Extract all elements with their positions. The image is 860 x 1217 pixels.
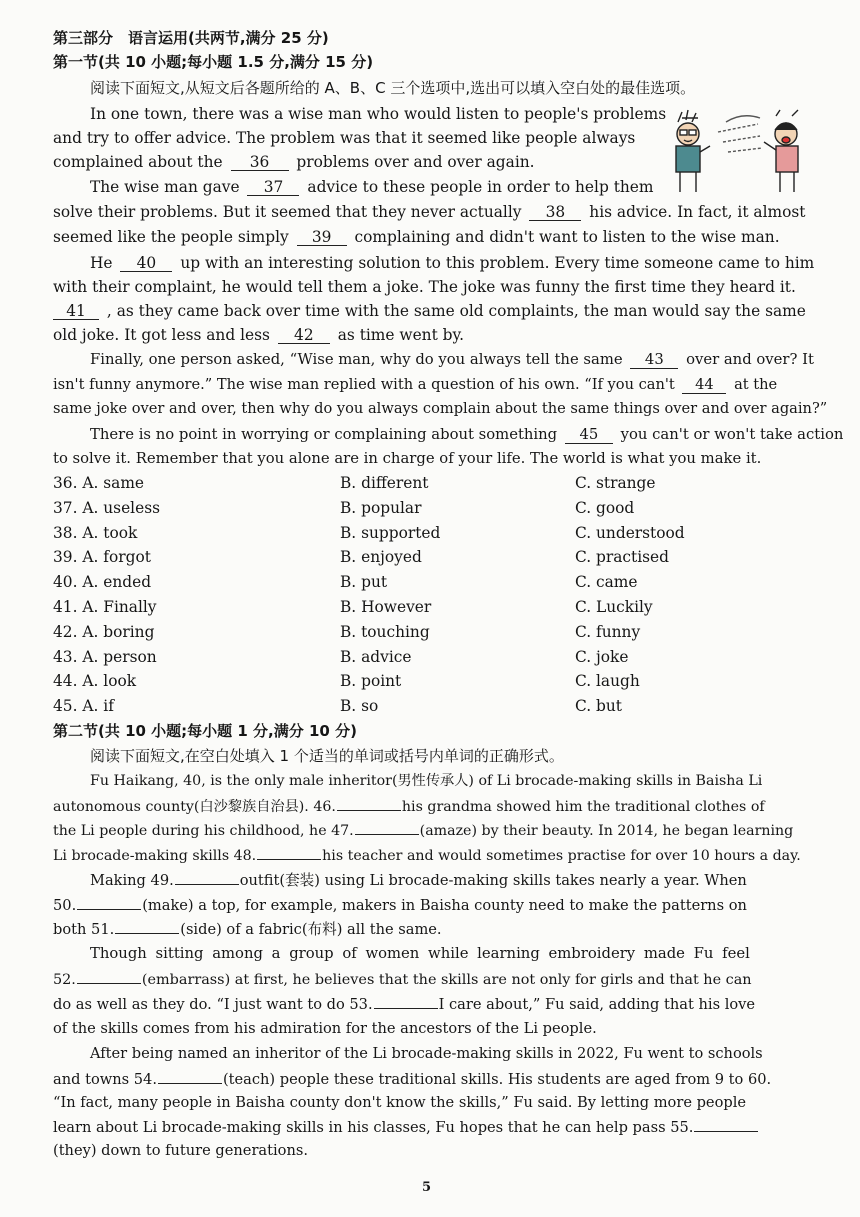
- section1-instruction: 阅读下面短文,从短文后各题所给的 A、B、C 三个选项中,选出可以填入空白处的最佳选项。: [90, 79, 696, 97]
- passage-line: same joke over and over, then why do you always complain about the same things over and over again?”: [53, 400, 828, 417]
- option-a[interactable]: 43. A. person: [53, 648, 157, 666]
- blank-45[interactable]: 45: [565, 427, 613, 444]
- passage-line: learn about Li brocade-making skills in his classes, Fu hopes that he can help pass 55.: [53, 1117, 759, 1138]
- option-c[interactable]: C. good: [575, 499, 635, 517]
- passage-line: complained about the 36 problems over and over again.: [53, 153, 535, 171]
- part-title: 第三部分 语言运用(共两节,满分 25 分): [53, 29, 329, 47]
- section1-title: 第一节(共 10 小题;每小题 1.5 分,满分 15 分): [53, 53, 374, 71]
- blank-39[interactable]: 39: [297, 229, 347, 246]
- blank-37[interactable]: 37: [247, 179, 299, 196]
- option-b[interactable]: B. different: [340, 474, 429, 492]
- passage-line: autonomous county(白沙黎族自治县). 46. his grandma showed him the traditional clothes of: [53, 796, 765, 817]
- passage-line: of the skills comes from his admiration for the ancestors of the Li people.: [53, 1020, 597, 1037]
- passage-line: Making 49. outfit(套装) using Li brocade-making skills takes nearly a year. When: [90, 872, 747, 889]
- passage-line: “In fact, many people in Baisha county don't know the skills,” Fu said. By letting more people: [53, 1094, 747, 1111]
- passage-line: to solve it. Remember that you alone are in charge of your life. The world is what you make it.: [53, 450, 762, 467]
- blank-36[interactable]: 36: [231, 154, 289, 171]
- passage-line: (they) down to future generations.: [53, 1142, 308, 1159]
- option-b[interactable]: B. put: [340, 573, 388, 591]
- passage-line: the Li people during his childhood, he 47. (amaze) by their beauty. In 2014, he began learning: [53, 820, 793, 841]
- option-c[interactable]: C. laugh: [575, 672, 640, 690]
- option-b[interactable]: B. point: [340, 672, 402, 690]
- option-b[interactable]: B. supported: [340, 524, 441, 542]
- passage-line: do as well as they do. “I just want to do 53. I care about,” Fu said, adding that his love: [53, 996, 756, 1013]
- blank-42[interactable]: 42: [278, 327, 330, 344]
- passage-line: isn't funny anymore.” The wise man replied with a question of his own. “If you can't 44 at the: [53, 376, 778, 393]
- option-c[interactable]: C. practised: [575, 548, 669, 566]
- blank-40[interactable]: 40: [120, 255, 172, 272]
- option-a[interactable]: 37. A. useless: [53, 499, 161, 517]
- blank-44[interactable]: 44: [682, 377, 726, 394]
- page-number: 5: [422, 1180, 432, 1195]
- passage-line: Li brocade-making skills 48. his teacher and would sometimes practise for over 10 hours a day.: [53, 845, 801, 866]
- blank-55[interactable]: [694, 1117, 758, 1132]
- blank-47[interactable]: [355, 820, 419, 835]
- option-c[interactable]: C. but: [575, 697, 622, 715]
- option-a[interactable]: 42. A. boring: [53, 623, 155, 641]
- passage-line: old joke. It got less and less 42 as time went by.: [53, 326, 465, 344]
- blank-38[interactable]: 38: [529, 204, 581, 221]
- passage-line: The wise man gave 37 advice to these people in order to help them: [90, 178, 654, 196]
- option-b[interactable]: B. enjoyed: [340, 548, 422, 566]
- option-a[interactable]: 44. A. look: [53, 672, 137, 690]
- passage-line: and try to offer advice. The problem was that it seemed like people always: [53, 129, 636, 147]
- blank-50[interactable]: [77, 895, 141, 910]
- passage-line: In one town, there was a wise man who would listen to people's problems: [90, 105, 667, 123]
- blank-48[interactable]: [257, 845, 321, 860]
- option-b[interactable]: B. popular: [340, 499, 422, 517]
- passage-line: and towns 54. (teach) people these traditional skills. His students are aged from 9 to 60.: [53, 1071, 772, 1088]
- blank-49[interactable]: [175, 870, 239, 885]
- blank-41[interactable]: 41: [53, 303, 99, 320]
- option-c[interactable]: C. funny: [575, 623, 641, 641]
- option-a[interactable]: 36. A. same: [53, 474, 145, 492]
- blank-51[interactable]: [115, 919, 179, 934]
- option-a[interactable]: 45. A. if: [53, 697, 114, 715]
- option-a[interactable]: 41. A. Finally: [53, 598, 157, 616]
- option-b[interactable]: B. touching: [340, 623, 430, 641]
- option-b[interactable]: B. advice: [340, 648, 412, 666]
- passage-line: 52. (embarrass) at first, he believes that the skills are not only for girls and that he can: [53, 969, 752, 990]
- passage-line: He 40 up with an interesting solution to this problem. Every time someone came to him: [90, 254, 815, 272]
- passage-line: solve their problems. But it seemed that they never actually 38 his advice. In fact, it almost: [53, 203, 806, 221]
- passage-line: After being named an inheritor of the Li brocade-making skills in 2022, Fu went to schools: [90, 1045, 763, 1062]
- passage-line: seemed like the people simply 39 complaining and didn't want to listen to the wise man.: [53, 228, 780, 246]
- passage-line: Though sitting among a group of women while learning embroidery made Fu feel: [90, 945, 750, 962]
- passage-line: with their complaint, he would tell them a joke. The joke was funny the first time they heard it.: [53, 278, 796, 296]
- passage-line: There is no point in worrying or complaining about something 45 you can't or won't take action: [90, 426, 844, 443]
- option-c[interactable]: C. understood: [575, 524, 685, 542]
- blank-46[interactable]: [337, 796, 401, 811]
- passage-line: Finally, one person asked, “Wise man, why do you always tell the same 43 over and over? It: [90, 351, 814, 368]
- passage-line: both 51. (side) of a fabric(布料) all the same.: [53, 921, 442, 938]
- option-c[interactable]: C. came: [575, 573, 638, 591]
- option-b[interactable]: B. However: [340, 598, 432, 616]
- option-c[interactable]: C. strange: [575, 474, 656, 492]
- passage-line: 41 , as they came back over time with the same old complaints, the man would say the same: [53, 301, 806, 321]
- passage-line: Fu Haikang, 40, is the only male inheritor(男性传承人) of Li brocade-making skills in Baisha Li: [90, 773, 763, 789]
- option-c[interactable]: C. Luckily: [575, 598, 653, 616]
- cartoon-illustration: [668, 108, 810, 196]
- option-a[interactable]: 38. A. took: [53, 524, 138, 542]
- blank-52[interactable]: [77, 969, 141, 984]
- blank-43[interactable]: 43: [630, 352, 678, 369]
- option-c[interactable]: C. joke: [575, 648, 629, 666]
- passage-line: 50. (make) a top, for example, makers in Baisha county need to make the patterns on: [53, 897, 747, 914]
- blank-53[interactable]: [374, 994, 438, 1009]
- section2-instruction: 阅读下面短文,在空白处填入 1 个适当的单词或括号内单词的正确形式。: [90, 747, 564, 765]
- option-a[interactable]: 40. A. ended: [53, 573, 152, 591]
- option-a[interactable]: 39. A. forgot: [53, 548, 151, 566]
- section2-title: 第二节(共 10 小题;每小题 1 分,满分 10 分): [53, 722, 357, 740]
- option-b[interactable]: B. so: [340, 697, 379, 715]
- blank-54[interactable]: [158, 1069, 222, 1084]
